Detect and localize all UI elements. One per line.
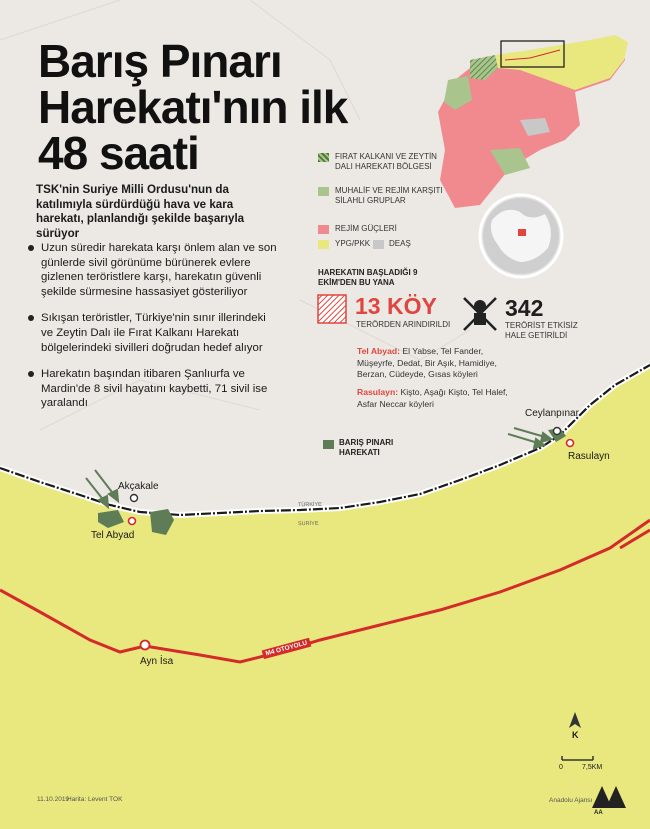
- villages-label: TERÖRDEN ARINDIRILDI: [356, 320, 451, 329]
- legend-swatch-deas: [373, 240, 384, 249]
- legend-swatch-ypg: [318, 240, 329, 249]
- label-suriye: SURİYE: [297, 520, 319, 528]
- ceylanpinar-marker: [554, 428, 561, 435]
- label-turkiye: TÜRKİYE: [297, 501, 322, 509]
- legend-baris: BARIŞ PINARI HAREKATI: [339, 438, 394, 457]
- footer-date: 11.10.2019: [37, 796, 70, 803]
- syria-inset-map: [438, 35, 628, 208]
- place-rasulayn: Rasulayn: [568, 451, 610, 462]
- tel-abyad-villages-list: El Yabse, Tel Fander, Müşeyrfe, Dedat, Bir Aşık, Hamidiye, Berzan, Cüdeyde, Gısas köyleri: [357, 346, 497, 379]
- globe-icon: [480, 195, 562, 277]
- tel-abyad-marker: [129, 518, 136, 525]
- terrorist-icon: [464, 298, 496, 330]
- tel-abyad-villages: [357, 346, 517, 381]
- rasulayn-marker: [567, 440, 574, 447]
- terrorists-count: 342: [505, 295, 544, 321]
- place-tel-abyad: Tel Abyad: [91, 530, 135, 541]
- footer-credit: Harita: Levent TOK: [67, 796, 123, 803]
- place-ceylanpinar: Ceylanpınar: [525, 408, 579, 419]
- label-m4: M4 OTOYOLU: [262, 638, 312, 659]
- bullet-icon: [28, 315, 34, 321]
- bullet-icon: [28, 371, 34, 377]
- since-label: HAREKATIN BAŞLADIĞI 9 EKİM'DEN BU YANA: [318, 268, 418, 287]
- tel-abyad-villages-label: Tel Abyad:: [357, 346, 400, 356]
- village-icon: [318, 295, 346, 323]
- legend-swatch-muhalif: [318, 187, 329, 196]
- rasulayn-villages: [357, 387, 517, 410]
- legend-swatch-firat: [318, 153, 329, 162]
- footer-logo-text: AA: [594, 810, 603, 816]
- scale-zero: 0: [559, 764, 563, 771]
- rasulayn-villages-list: Kişto, Aşağı Kişto, Tel Halef, Asfar Neccar köyleri: [357, 387, 508, 409]
- legend-swatch-baris: [323, 440, 334, 449]
- place-akcakale: Akçakale: [118, 481, 159, 492]
- bullet-text: Uzun süredir harekata karşı önlem alan ve son günlerde sivil görünüme bürünerek evlere gizlenen teröristlere karşı, harekatın güvenli şekilde sürmesine hassasiyet gösteriliyor: [41, 242, 277, 298]
- scale-max: 7,5KM: [582, 764, 603, 771]
- ayn-isa-marker: [141, 641, 150, 650]
- legend-deas: DEAŞ: [389, 239, 411, 248]
- legend-ypg: YPG/PKK: [335, 239, 371, 248]
- bullet-item: [28, 241, 278, 299]
- akcakale-marker: [131, 495, 138, 502]
- rasulayn-villages-label: Rasulayn:: [357, 387, 399, 397]
- footer-agency: Anadolu Ajansı: [549, 797, 593, 804]
- legend-muhalif: MUHALİF VE REJİM KARŞITI SİLAHLI GRUPLAR: [335, 186, 443, 205]
- bullet-list: [28, 241, 278, 423]
- villages-count: 13 KÖY: [355, 293, 437, 319]
- legend-rejim: REJİM GÜÇLERİ: [335, 224, 397, 233]
- compass-label: K: [572, 730, 579, 740]
- bullet-text: Sıkışan teröristler, Türkiye'nin sınır illerindeki ve Zeytin Dalı ile Fırat Kalkanı Harekatı bölgelerindeki sivilleri doğrudan hedef alıyor: [41, 312, 266, 354]
- bullet-text: Harekatın başından itibaren Şanlıurfa ve Mardin'de 8 sivil hayatını kaybetti, 71 sivil ise yaralandı: [41, 368, 268, 410]
- bullet-item: [28, 311, 278, 355]
- legend-swatch-rejim: [318, 225, 329, 234]
- place-ayn-isa: Ayn İsa: [140, 656, 174, 667]
- terrorists-label: TERÖRİST ETKİSİZ HALE GETİRİLDİ: [505, 321, 578, 340]
- page-title: Barış Pınarı Harekatı'nın ilk 48 saati: [38, 35, 348, 179]
- legend-firat: FIRAT KALKANI VE ZEYTİN DALI HAREKATI BÖLGESİ: [335, 152, 437, 171]
- bullet-icon: [28, 245, 34, 251]
- intro-text: TSK'nin Suriye Milli Ordusu'nun da katılımıyla sürdürdüğü hava ve kara harekatı, planlandığı şekilde başarıyla sürüyor: [36, 183, 245, 240]
- bullet-item: [28, 367, 278, 411]
